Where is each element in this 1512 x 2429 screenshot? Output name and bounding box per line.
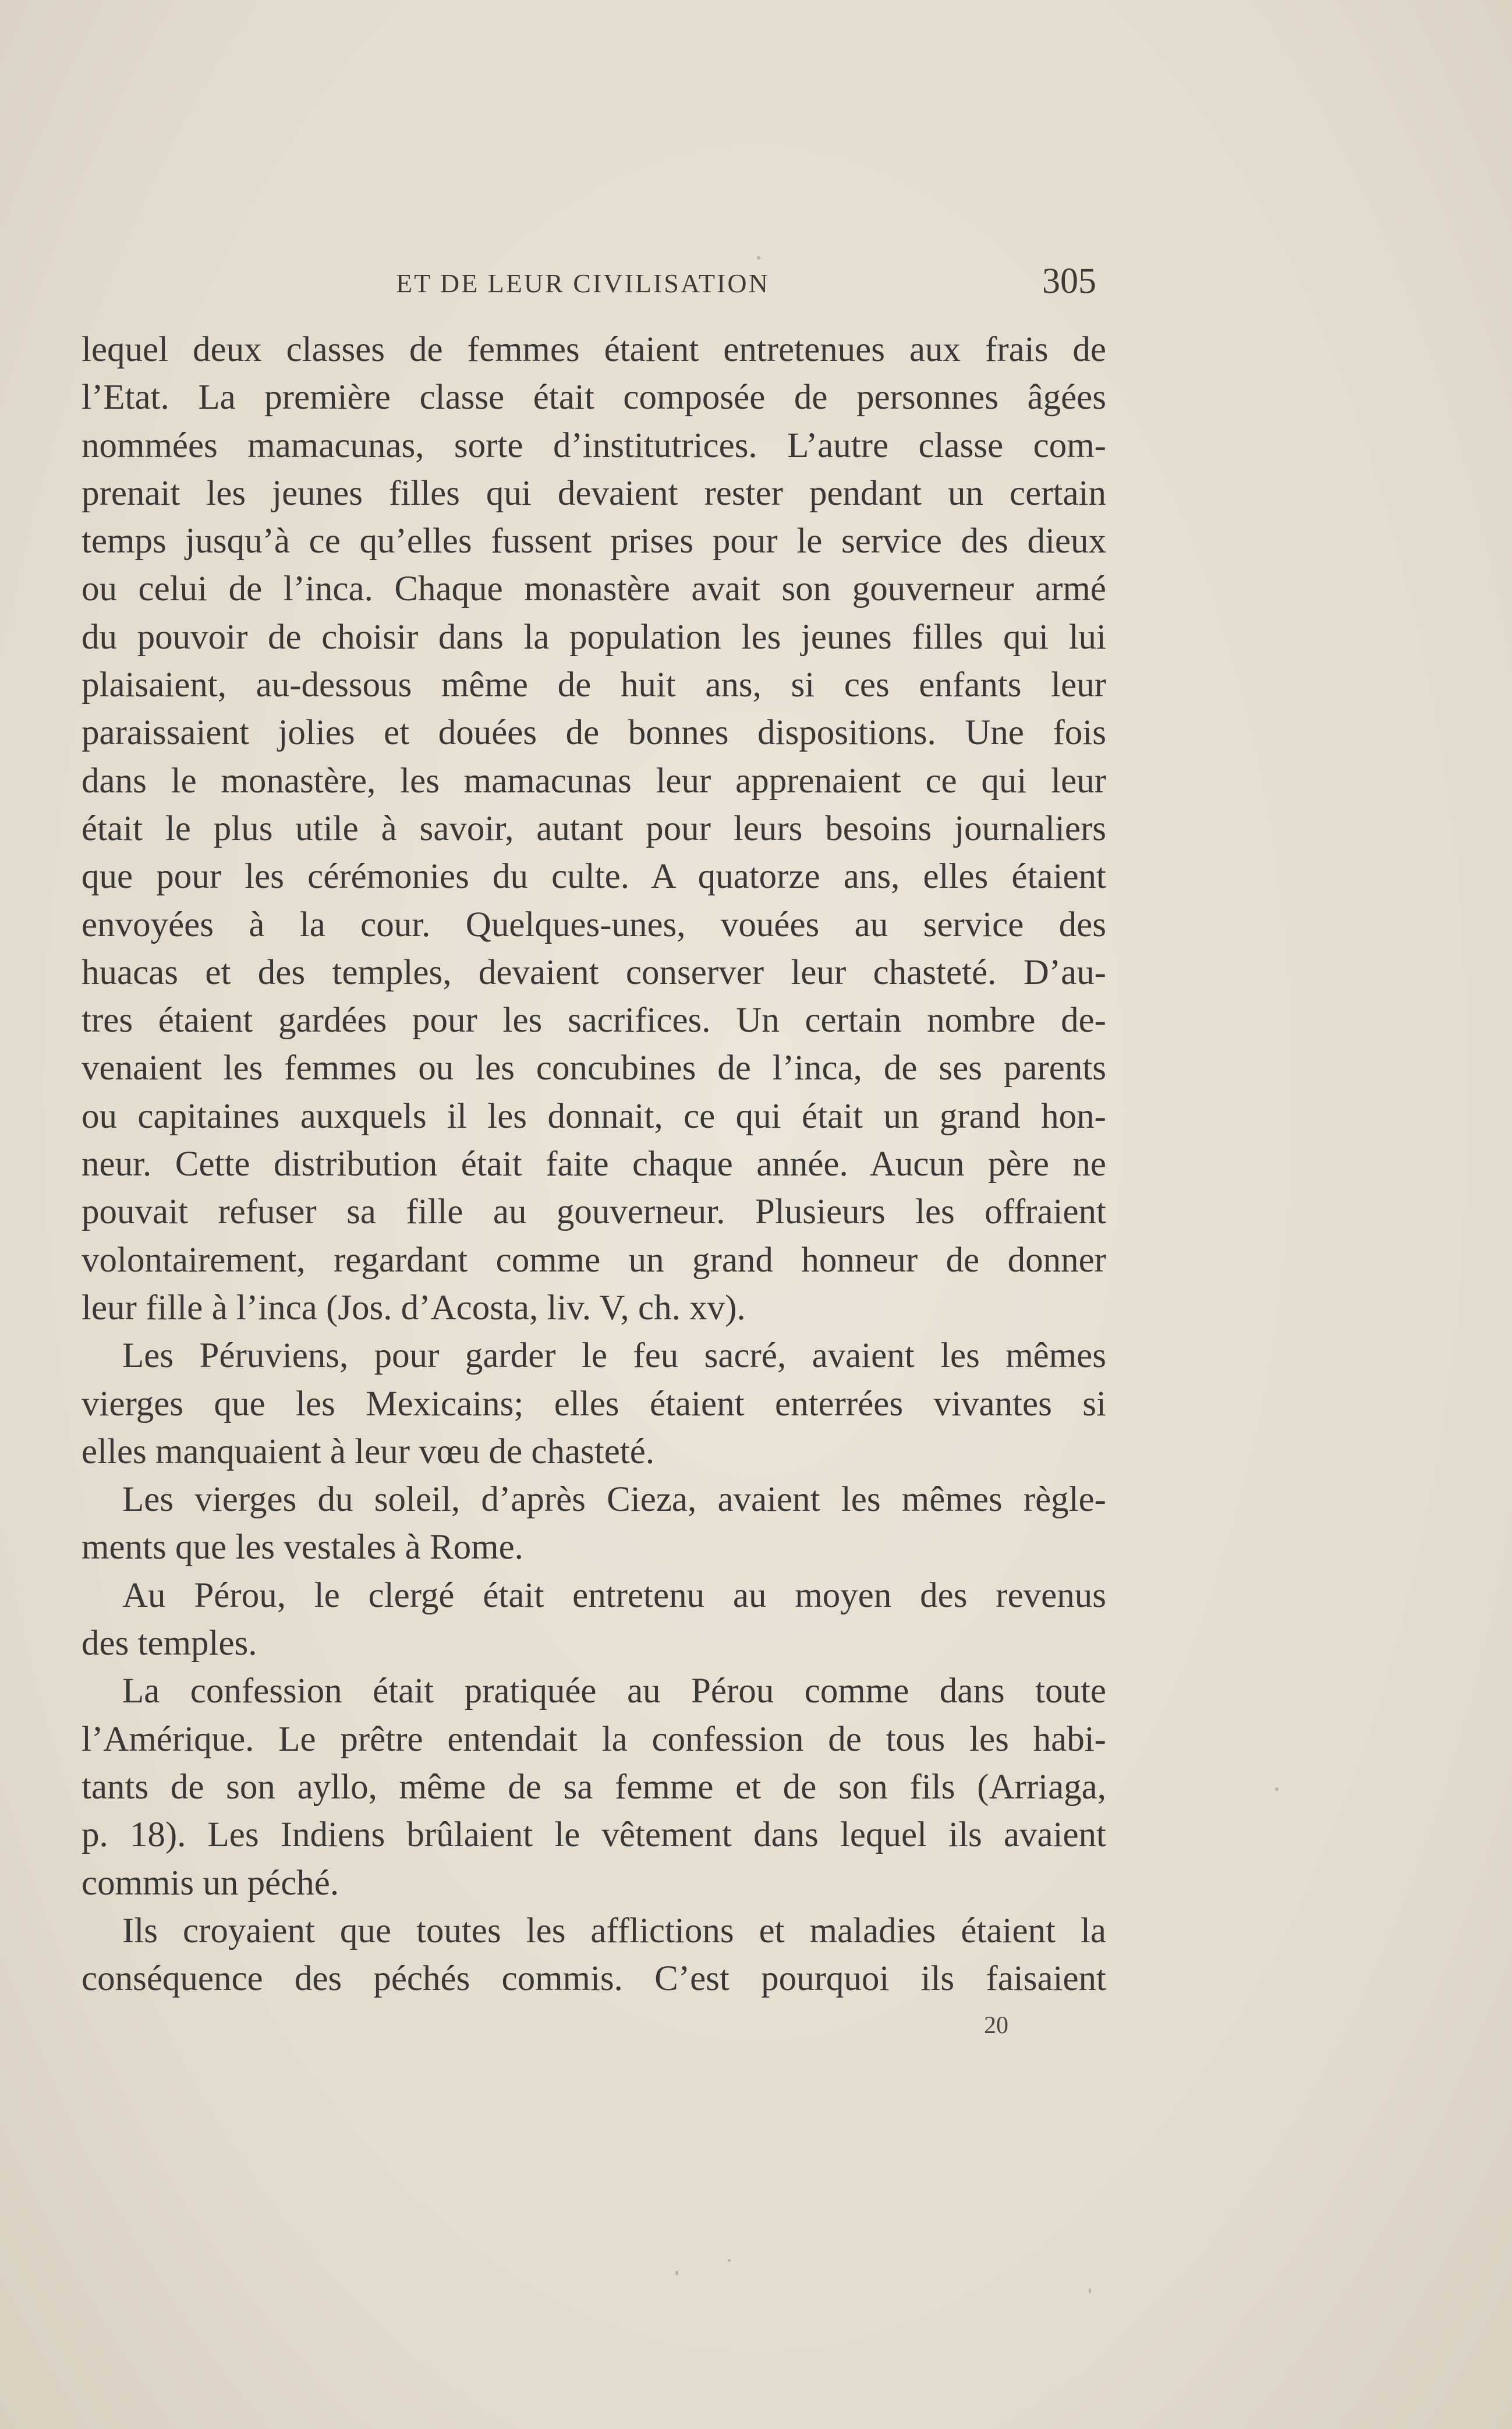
text-line: pouvait refuser sa fille au gouverneur. Plusieurs les offraient [82, 1192, 1106, 1232]
text-line: tants de son ayllo, même de sa femme et de son fils (Arriaga, [82, 1767, 1106, 1807]
text-line: temps jusqu’à ce qu’elles fussent prises pour le service des dieux [82, 522, 1106, 561]
paper-speck [728, 2259, 731, 2262]
text-line: l’Amérique. Le prêtre entendait la confession de tous les habi- [82, 1719, 1106, 1759]
text-line: plaisaient, au-dessous même de huit ans, si ces enfants leur [82, 665, 1106, 705]
text-line: elles manquaient à leur vœu de chasteté. [82, 1432, 655, 1471]
text-line: lequel deux classes de femmes étaient entretenues aux frais de [82, 330, 1106, 369]
text-line: leur fille à l’inca (Jos. d’Acosta, liv. V, ch. xv). [82, 1288, 746, 1327]
text-line: volontairement, regardant comme un grand honneur de donner [82, 1240, 1106, 1280]
text-line: venaient les femmes ou les concubines de l’inca, de ses parents [82, 1049, 1106, 1088]
text-line: ou celui de l’inca. Chaque monastère avait son gouverneur armé [82, 569, 1106, 609]
paper-speck [1275, 1787, 1279, 1791]
text-line: Ils croyaient que toutes les afflictions et maladies étaient la [122, 1911, 1106, 1950]
text-line: huacas et des temples, devaient conserver leur chasteté. D’au- [82, 953, 1106, 992]
page-number: 305 [1042, 261, 1096, 301]
text-line: prenait les jeunes filles qui devaient rester pendant un certain [82, 473, 1106, 513]
text-line: La confession était pratiquée au Pérou comme dans toute [122, 1672, 1106, 1711]
text-line: nommées mamacunas, sorte d’institutrices. L’autre classe com- [82, 426, 1106, 465]
text-line: ments que les vestales à Rome. [82, 1528, 523, 1567]
text-line: envoyées à la cour. Quelques-unes, vouées au service des [82, 905, 1106, 944]
text-line: dans le monastère, les mamacunas leur apprenaient ce qui leur [82, 761, 1106, 801]
text-line: neur. Cette distribution était faite chaque année. Aucun père ne [82, 1145, 1106, 1184]
text-line: commis un péché. [82, 1863, 339, 1903]
text-line: p. 18). Les Indiens brûlaient le vêtement dans lequel ils avaient [82, 1815, 1106, 1855]
text-line: était le plus utile à savoir, autant pour leurs besoins journaliers [82, 809, 1106, 848]
paper-speck [757, 256, 760, 260]
text-line: conséquence des péchés commis. C’est pourquoi ils faisaient [82, 1959, 1106, 1999]
text-line: que pour les cérémonies du culte. A quatorze ans, elles étaient [82, 857, 1106, 897]
text-line: Les Péruviens, pour garder le feu sacré, avaient les mêmes [122, 1336, 1106, 1376]
signature-mark: 20 [984, 2012, 1008, 2039]
text-line: ou capitaines auxquels il les donnait, ce qui était un grand hon- [82, 1096, 1106, 1136]
paper-speck [675, 2271, 678, 2275]
paper-speck [1089, 2288, 1091, 2293]
text-line: Les vierges du soleil, d’après Cieza, avaient les mêmes règle- [122, 1480, 1106, 1520]
text-line: Au Pérou, le clergé était entretenu au moyen des revenus [122, 1575, 1106, 1615]
running-title: ET DE LEUR CIVILISATION [396, 268, 770, 298]
text-line: l’Etat. La première classe était composée de personnes âgées [82, 378, 1106, 417]
text-line: vierges que les Mexicains; elles étaient enterrées vivantes si [82, 1384, 1106, 1424]
text-line: du pouvoir de choisir dans la population les jeunes filles qui lui [82, 617, 1106, 657]
body-text [82, 326, 1106, 2003]
text-line: tres étaient gardées pour les sacrifices. Un certain nombre de- [82, 1001, 1106, 1040]
text-line: paraissaient jolies et douées de bonnes dispositions. Une fois [82, 713, 1106, 753]
text-line: des temples. [82, 1624, 257, 1663]
